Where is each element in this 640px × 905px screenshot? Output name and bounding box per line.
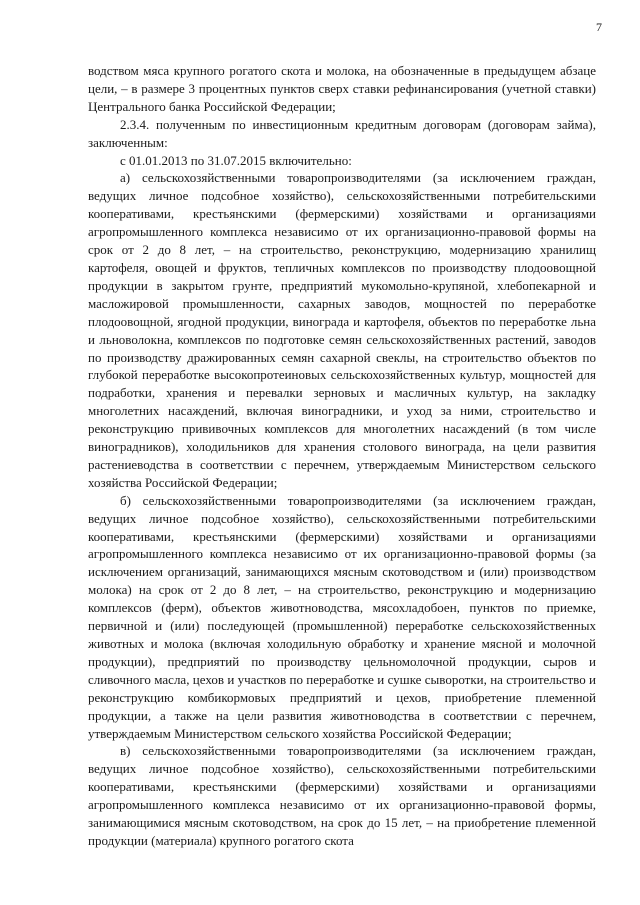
paragraph-clause-2-3-4: 2.3.4. полученным по инвестиционным кредитным договорам (договорам займа), заключенным: [88,116,596,150]
paragraph-item-b: б) сельскохозяйственными товаропроизводителями (за исключением граждан, ведущих личное подсобное хозяйство), сельскохозяйственными потребительскими кооперативами, крестьянскими (фермерскими) хозяйствами и организациями агропромышленного комплекса независимо от их организационно-правовой формы (за исключением организаций, занимающихся мясным скотоводством и (или) производством молока) на срок от 2 до 8 лет, – на строительство, реконструкцию и модернизацию комплексов (ферм), объектов животноводства, мясохладобоен, пунктов по приемке, первичной и (или) последующей (промышленной) переработке сельскохозяйственных животных и молока (включая холодильную обработку и хранение мясной и молочной продукции), предприятий по производству цельномолочной продукции, сыров и сливочного масла, цехов и участков по переработке и сушке сыворотки, на строительство и реконструкцию комбикормовых предприятий и цехов, приобретение племенной продукции, а также на цели развития животноводства в соответствии с перечнем, утверждаемым Министерством сельского хозяйства Российской Федерации; [88,492,596,741]
paragraph-date-range: с 01.01.2013 по 31.07.2015 включительно: [120,152,352,168]
page-number: 7 [596,20,602,34]
document-body [88,62,596,850]
paragraph-item-v: в) сельскохозяйственными товаропроизводителями (за исключением граждан, ведущих личное подсобное хозяйство), сельскохозяйственными потребительскими кооперативами, крестьянскими (фермерскими) хозяйствами и организациями агропромышленного комплекса независимо от их организационно-правовой формы, занимающимися мясным скотоводством, на срок до 15 лет, – на приобретение племенной продукции (материала) крупного рогатого скота [88,743,596,848]
paragraph-item-a: а) сельскохозяйственными товаропроизводителями (за исключением граждан, ведущих личное подсобное хозяйство), сельскохозяйственными потребительскими кооперативами, крестьянскими (фермерскими) хозяйствами и организациями агропромышленного комплекса независимо от их организационно-правовой формы на срок от 2 до 8 лет, – на строительство, реконструкцию, модернизацию хранилищ картофеля, овощей и фруктов, тепличных комплексов по производству плодоовощной продукции в закрытом грунте, предприятий мукомольно-крупяной, хлебопекарной и масложировой промышленности, сахарных заводов, мощностей по переработке плодоовощной, ягодной продукции, винограда и картофеля, объектов по переработке льна и льноволокна, комплексов по подготовке семян сельскохозяйственных растений, заводов по производству дражированных семян сахарной свеклы, на строительство объектов по глубокой переработке высокопротеиновых сельскохозяйственных культур, мощностей для подработки, хранения и перевалки зерновых и масличных культур, на закладку многолетних насаждений, включая виноградники, и уход за ними, строительство и реконструкцию прививочных комплексов для многолетних насаждений (в том числе виноградников), холодильников для хранения столового винограда, на цели развития растениеводства в соответствии с перечнем, утверждаемым Министерством сельского хозяйства Российской Федерации; [88,170,596,490]
paragraph-continuation: водством мяса крупного рогатого скота и молока, на обозначенные в предыдущем абзаце цели, – в размере 3 процентных пунктов сверх ставки рефинансирования (учетной ставки) Центрального банка Российской Федерации; [88,63,596,114]
